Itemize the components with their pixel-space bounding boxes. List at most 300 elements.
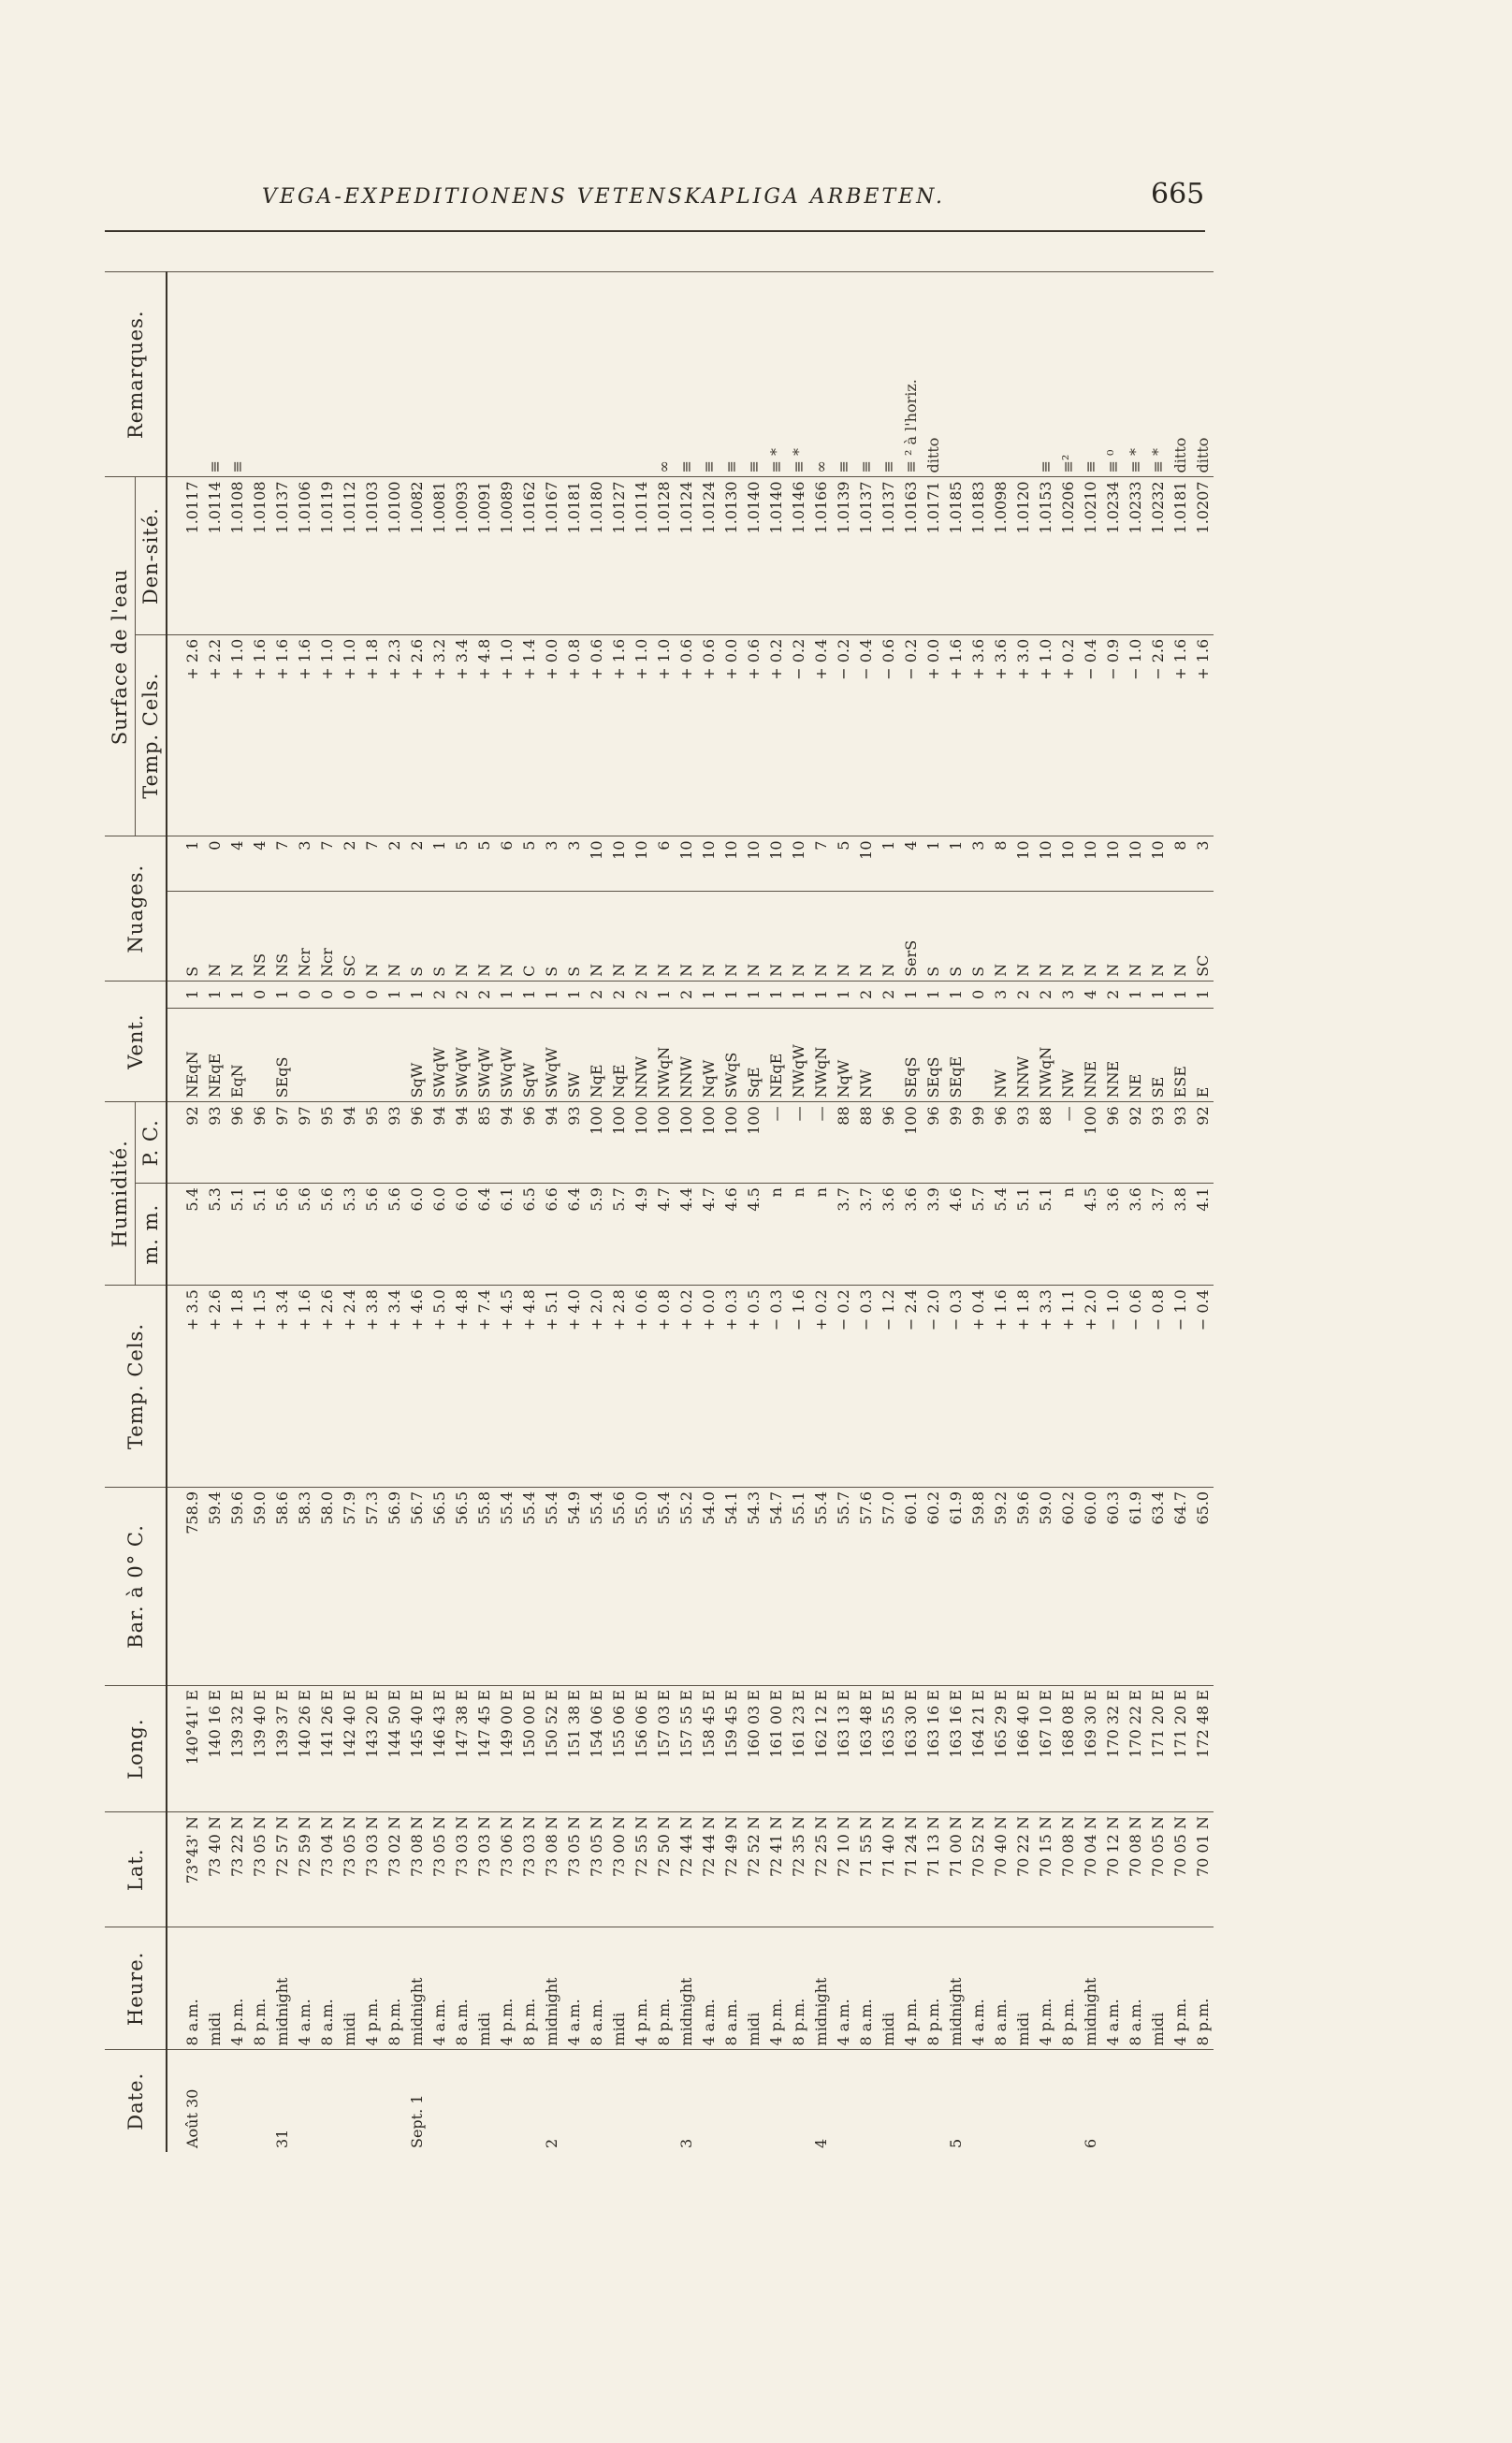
cell-rem — [1011, 272, 1034, 477]
cell-bar: 758.9 — [167, 1487, 203, 1685]
cell-bar: 60.1 — [899, 1487, 922, 1685]
cell-temp: − 1.0 — [1101, 1286, 1124, 1488]
cell-sd: 1.0103 — [360, 477, 383, 634]
cell-bar: 55.8 — [472, 1487, 495, 1685]
col-surface: Surface de l'eau — [105, 477, 136, 836]
cell-sd: 1.0106 — [293, 477, 315, 634]
cell-wf: 1 — [203, 981, 225, 1008]
cell-wdir: NqE — [585, 1008, 607, 1101]
cell-st: + 2.6 — [167, 634, 203, 836]
cell-hour: 8 a.m. — [315, 1927, 338, 2050]
cell-long: 140 16 E — [203, 1686, 225, 1812]
cell-wdir: NW — [854, 1008, 877, 1101]
cell-cn: 10 — [1146, 836, 1169, 892]
cell-hpc: 100 — [1079, 1102, 1101, 1184]
cell-hmm: 5.1 — [1011, 1184, 1034, 1286]
cell-long: 150 52 E — [540, 1686, 562, 1812]
cell-lat: 70 05 N — [1169, 1812, 1191, 1927]
cell-wf: 0 — [248, 981, 270, 1008]
cell-sd: 1.0162 — [517, 477, 540, 634]
cell-long: 143 20 E — [360, 1686, 383, 1812]
cell-rem: ≡ * — [764, 272, 787, 477]
cell-st: − 0.4 — [854, 634, 877, 836]
cell-bar: 55.2 — [675, 1487, 697, 1685]
cell-cl: N — [225, 892, 248, 982]
cell-cn: 5 — [517, 836, 540, 892]
cell-rem — [360, 272, 383, 477]
cell-sd: 1.0114 — [630, 477, 652, 634]
cell-date — [854, 2050, 877, 2152]
cell-hpc: 88 — [832, 1102, 854, 1184]
cell-hmm: 5.3 — [338, 1184, 360, 1286]
cell-lat: 70 08 N — [1124, 1812, 1146, 1927]
cell-rem: ≡² — [1056, 272, 1079, 477]
cell-temp: − 0.3 — [944, 1286, 967, 1488]
cell-cn: 10 — [1056, 836, 1079, 892]
cell-hmm: 5.4 — [167, 1184, 203, 1286]
cell-long: 165 29 E — [989, 1686, 1011, 1812]
cell-cl: N — [1034, 892, 1056, 982]
cell-long: 157 03 E — [652, 1686, 675, 1812]
cell-hour: 4 a.m. — [1101, 1927, 1124, 2050]
cell-date — [562, 2050, 585, 2152]
table-row — [1101, 272, 1124, 2153]
cell-sd: 1.0112 — [338, 477, 360, 634]
cell-temp: + 4.6 — [405, 1286, 428, 1488]
cell-hpc: 96 — [922, 1102, 944, 1184]
cell-hmm: 5.4 — [989, 1184, 1011, 1286]
table-body — [167, 272, 1214, 2153]
table-row — [675, 272, 697, 2153]
cell-wdir — [360, 1008, 383, 1101]
cell-hpc: 96 — [517, 1102, 540, 1184]
col-remarks: Remarques. — [105, 272, 167, 477]
cell-rem: ≡ * — [787, 272, 809, 477]
cell-rem — [472, 272, 495, 477]
cell-temp: + 2.6 — [203, 1286, 225, 1488]
cell-lat: 71 40 N — [877, 1812, 899, 1927]
cell-st: + 0.6 — [585, 634, 607, 836]
cell-lat: 72 10 N — [832, 1812, 854, 1927]
cell-lat: 71 00 N — [944, 1812, 967, 1927]
cell-wdir: SqW — [405, 1008, 428, 1101]
cell-lat: 73 03 N — [360, 1812, 383, 1927]
cell-wf: 2 — [1101, 981, 1124, 1008]
cell-date — [630, 2050, 652, 2152]
cell-st: − 1.0 — [1124, 634, 1146, 836]
cell-bar: 56.9 — [383, 1487, 405, 1685]
cell-cl: N — [383, 892, 405, 982]
cell-sd: 1.0082 — [405, 477, 428, 634]
cell-bar: 56.5 — [450, 1487, 472, 1685]
cell-date: Sept. 1 — [405, 2050, 428, 2152]
cell-cl: N — [1101, 892, 1124, 982]
cell-sd: 1.0207 — [1191, 477, 1214, 634]
cell-bar: 59.0 — [1034, 1487, 1056, 1685]
cell-date — [1191, 2050, 1214, 2152]
cell-hmm: 6.4 — [472, 1184, 495, 1286]
cell-wdir: SWqS — [720, 1008, 742, 1101]
cell-cn: 10 — [764, 836, 787, 892]
cell-temp: + 0.2 — [809, 1286, 832, 1488]
cell-long: 158 45 E — [697, 1686, 720, 1812]
cell-temp: − 0.8 — [1146, 1286, 1169, 1488]
cell-bar: 59.4 — [203, 1487, 225, 1685]
cell-lat: 72 52 N — [742, 1812, 764, 1927]
cell-rem — [270, 272, 293, 477]
cell-long: 155 06 E — [607, 1686, 630, 1812]
cell-lat: 73 22 N — [225, 1812, 248, 1927]
table-row — [742, 272, 764, 2153]
cell-temp: + 1.5 — [248, 1286, 270, 1488]
cell-sd: 1.0114 — [203, 477, 225, 634]
cell-wdir: SWqW — [450, 1008, 472, 1101]
cell-wdir: NEqE — [764, 1008, 787, 1101]
cell-temp: − 0.2 — [832, 1286, 854, 1488]
cell-hmm: 4.9 — [630, 1184, 652, 1286]
cell-st: + 1.6 — [293, 634, 315, 836]
cell-cn: 2 — [383, 836, 405, 892]
cell-wdir — [877, 1008, 899, 1101]
cell-hpc: 93 — [562, 1102, 585, 1184]
cell-hpc: 96 — [989, 1102, 1011, 1184]
cell-sd: 1.0127 — [607, 477, 630, 634]
cell-temp: + 0.0 — [697, 1286, 720, 1488]
cell-cn: 10 — [854, 836, 877, 892]
cell-st: + 0.0 — [922, 634, 944, 836]
cell-date — [720, 2050, 742, 2152]
cell-cn: 10 — [607, 836, 630, 892]
cell-rem — [338, 272, 360, 477]
cell-hmm: 6.6 — [540, 1184, 562, 1286]
cell-sd: 1.0137 — [270, 477, 293, 634]
cell-wf: 1 — [697, 981, 720, 1008]
cell-hmm: n — [764, 1184, 787, 1286]
cell-rem — [293, 272, 315, 477]
cell-date — [877, 2050, 899, 2152]
cell-hpc: 99 — [944, 1102, 967, 1184]
cell-hmm: 4.5 — [742, 1184, 764, 1286]
cell-lat: 72 57 N — [270, 1812, 293, 1927]
cell-cl: N — [720, 892, 742, 982]
cell-wf: 2 — [428, 981, 450, 1008]
cell-bar: 55.7 — [832, 1487, 854, 1685]
cell-lat: 70 22 N — [1011, 1812, 1034, 1927]
cell-lat: 73 05 N — [428, 1812, 450, 1927]
cell-sd: 1.0119 — [315, 477, 338, 634]
cell-bar: 54.0 — [697, 1487, 720, 1685]
cell-wdir: NNE — [1079, 1008, 1101, 1101]
cell-temp: + 0.5 — [742, 1286, 764, 1488]
cell-st: + 1.8 — [360, 634, 383, 836]
cell-temp: + 2.8 — [607, 1286, 630, 1488]
cell-hmm: 5.6 — [315, 1184, 338, 1286]
cell-temp: + 0.2 — [675, 1286, 697, 1488]
cell-hour: 4 p.m. — [1169, 1927, 1191, 2050]
cell-rem — [517, 272, 540, 477]
cell-sd: 1.0181 — [1169, 477, 1191, 634]
cell-hpc: — — [809, 1102, 832, 1184]
cell-long: 172 48 E — [1191, 1686, 1214, 1812]
cell-wdir: SEqS — [899, 1008, 922, 1101]
cell-bar: 57.3 — [360, 1487, 383, 1685]
cell-hmm: n — [787, 1184, 809, 1286]
cell-hour: 8 p.m. — [922, 1927, 944, 2050]
cell-long: 163 30 E — [899, 1686, 922, 1812]
cell-hour: 4 p.m. — [899, 1927, 922, 2050]
cell-wdir: NNE — [1101, 1008, 1124, 1101]
cell-sd: 1.0081 — [428, 477, 450, 634]
cell-wdir — [967, 1008, 989, 1101]
cell-rem — [944, 272, 967, 477]
table-row — [1169, 272, 1191, 2153]
cell-st: + 0.6 — [742, 634, 764, 836]
cell-cl: N — [989, 892, 1011, 982]
cell-temp: + 5.0 — [428, 1286, 450, 1488]
cell-st: + 1.6 — [944, 634, 967, 836]
cell-wf: 1 — [742, 981, 764, 1008]
cell-long: 139 37 E — [270, 1686, 293, 1812]
cell-hour: 4 p.m. — [764, 1927, 787, 2050]
cell-hpc: 94 — [338, 1102, 360, 1184]
cell-wdir: NWqN — [652, 1008, 675, 1101]
cell-wdir: NqW — [832, 1008, 854, 1101]
table-row — [360, 272, 383, 2153]
cell-wf: 0 — [315, 981, 338, 1008]
cell-hpc: 100 — [720, 1102, 742, 1184]
cell-st: + 3.6 — [989, 634, 1011, 836]
cell-hpc: 88 — [1034, 1102, 1056, 1184]
cell-cl: Ncr — [315, 892, 338, 982]
cell-cl: SerS — [899, 892, 922, 982]
cell-sd: 1.0163 — [899, 477, 922, 634]
cell-hpc: 96 — [405, 1102, 428, 1184]
cell-wdir: NNW — [1011, 1008, 1034, 1101]
cell-hpc: 96 — [225, 1102, 248, 1184]
table-row — [967, 272, 989, 2153]
cell-wdir — [248, 1008, 270, 1101]
cell-wf: 0 — [360, 981, 383, 1008]
cell-date — [517, 2050, 540, 2152]
table-row — [1011, 272, 1034, 2153]
cell-sd: 1.0140 — [742, 477, 764, 634]
cell-st: + 2.3 — [383, 634, 405, 836]
cell-wdir — [315, 1008, 338, 1101]
cell-hour: 4 a.m. — [562, 1927, 585, 2050]
cell-date — [922, 2050, 944, 2152]
cell-bar: 58.6 — [270, 1487, 293, 1685]
cell-st: + 3.4 — [450, 634, 472, 836]
cell-st: − 2.6 — [1146, 634, 1169, 836]
cell-cl: S — [562, 892, 585, 982]
cell-wf: 1 — [944, 981, 967, 1008]
cell-wdir: NWqN — [1034, 1008, 1056, 1101]
cell-lat: 73°43' N — [167, 1812, 203, 1927]
cell-temp: + 5.1 — [540, 1286, 562, 1488]
cell-rem: ≡ ⁰ — [1101, 272, 1124, 477]
cell-temp: + 3.3 — [1034, 1286, 1056, 1488]
cell-cn: 10 — [1124, 836, 1146, 892]
cell-date — [315, 2050, 338, 2152]
cell-sd: 1.0139 — [832, 477, 854, 634]
cell-st: + 1.0 — [630, 634, 652, 836]
cell-hpc: 99 — [967, 1102, 989, 1184]
cell-lat: 72 49 N — [720, 1812, 742, 1927]
table-row — [832, 272, 854, 2153]
cell-cl: N — [495, 892, 517, 982]
col-hour: Heure. — [105, 1927, 167, 2050]
cell-hmm: 5.1 — [1034, 1184, 1056, 1286]
cell-long: 168 08 E — [1056, 1686, 1079, 1812]
table-row — [338, 272, 360, 2153]
cell-date: 6 — [1079, 2050, 1101, 2152]
cell-st: + 3.6 — [967, 634, 989, 836]
cell-hpc: 100 — [607, 1102, 630, 1184]
cell-hpc: 94 — [495, 1102, 517, 1184]
cell-hour: 8 a.m. — [585, 1927, 607, 2050]
cell-cl: S — [922, 892, 944, 982]
cell-wf: 2 — [607, 981, 630, 1008]
cell-hpc: 100 — [899, 1102, 922, 1184]
cell-lat: 73 02 N — [383, 1812, 405, 1927]
cell-date — [203, 2050, 225, 2152]
cell-bar: 65.0 — [1191, 1487, 1214, 1685]
cell-rem: ≡ — [697, 272, 720, 477]
cell-temp: + 2.0 — [1079, 1286, 1101, 1488]
cell-rem — [562, 272, 585, 477]
cell-cn: 10 — [1079, 836, 1101, 892]
cell-cn: 3 — [540, 836, 562, 892]
cell-bar: 55.4 — [540, 1487, 562, 1685]
cell-hpc: — — [787, 1102, 809, 1184]
cell-bar: 58.3 — [293, 1487, 315, 1685]
cell-lat: 72 50 N — [652, 1812, 675, 1927]
cell-hpc: 97 — [293, 1102, 315, 1184]
cell-cn: 4 — [899, 836, 922, 892]
cell-date — [899, 2050, 922, 2152]
cell-temp: + 4.5 — [495, 1286, 517, 1488]
cell-wf: 1 — [787, 981, 809, 1008]
cell-wf: 1 — [517, 981, 540, 1008]
cell-sd: 1.0166 — [809, 477, 832, 634]
cell-cn: 5 — [472, 836, 495, 892]
cell-lat: 70 05 N — [1146, 1812, 1169, 1927]
cell-hour: 4 a.m. — [293, 1927, 315, 2050]
cell-date — [383, 2050, 405, 2152]
cell-long: 167 10 E — [1034, 1686, 1056, 1812]
cell-temp: + 4.8 — [450, 1286, 472, 1488]
cell-st: − 0.9 — [1101, 634, 1124, 836]
cell-st: − 0.2 — [832, 634, 854, 836]
cell-wdir: NEqE — [203, 1008, 225, 1101]
cell-sd: 1.0233 — [1124, 477, 1146, 634]
col-bar: Bar. à 0° C. — [105, 1487, 167, 1685]
cell-hour: midnight — [540, 1927, 562, 2050]
cell-date: 4 — [809, 2050, 832, 2152]
cell-wf: 1 — [652, 981, 675, 1008]
cell-temp: + 3.5 — [167, 1286, 203, 1488]
cell-wf: 1 — [562, 981, 585, 1008]
cell-wf: 1 — [720, 981, 742, 1008]
cell-wdir: SWqW — [428, 1008, 450, 1101]
table-row — [764, 272, 787, 2153]
cell-wf: 1 — [167, 981, 203, 1008]
cell-temp: + 1.6 — [293, 1286, 315, 1488]
cell-cl: S — [967, 892, 989, 982]
table-row — [877, 272, 899, 2153]
cell-cn: 7 — [270, 836, 293, 892]
cell-cl: N — [809, 892, 832, 982]
cell-hmm: 3.6 — [899, 1184, 922, 1286]
header-rule — [105, 230, 1205, 232]
cell-cn: 10 — [1101, 836, 1124, 892]
cell-lat: 73 05 N — [338, 1812, 360, 1927]
cell-cn: 8 — [989, 836, 1011, 892]
cell-hour: midnight — [675, 1927, 697, 2050]
cell-cl: N — [472, 892, 495, 982]
cell-hour: 4 a.m. — [832, 1927, 854, 2050]
cell-date — [585, 2050, 607, 2152]
cell-cn: 3 — [967, 836, 989, 892]
cell-long: 161 23 E — [787, 1686, 809, 1812]
cell-sd: 1.0091 — [472, 477, 495, 634]
cell-rem: ditto — [1191, 272, 1214, 477]
cell-temp: + 1.6 — [989, 1286, 1011, 1488]
cell-date — [607, 2050, 630, 2152]
cell-hour: 4 a.m. — [697, 1927, 720, 2050]
cell-long: 156 06 E — [630, 1686, 652, 1812]
cell-hour: midnight — [1079, 1927, 1101, 2050]
cell-cn: 4 — [248, 836, 270, 892]
cell-st: + 1.6 — [270, 634, 293, 836]
cell-sd: 1.0234 — [1101, 477, 1124, 634]
cell-cl: NS — [270, 892, 293, 982]
cell-hour: 8 p.m. — [383, 1927, 405, 2050]
cell-rem: ditto — [1169, 272, 1191, 477]
cell-hour: midnight — [944, 1927, 967, 2050]
cell-st: + 3.2 — [428, 634, 450, 836]
cell-wdir: SWqW — [540, 1008, 562, 1101]
cell-hpc: 97 — [270, 1102, 293, 1184]
cell-st: − 0.4 — [1079, 634, 1101, 836]
cell-wdir: E — [1191, 1008, 1214, 1101]
cell-wdir: SEqE — [944, 1008, 967, 1101]
cell-wdir: SEqS — [270, 1008, 293, 1101]
cell-date — [225, 2050, 248, 2152]
cell-cn: 4 — [225, 836, 248, 892]
cell-date: Août 30 — [167, 2050, 203, 2152]
cell-cl: S — [540, 892, 562, 982]
cell-long: 154 06 E — [585, 1686, 607, 1812]
table-row — [899, 272, 922, 2153]
cell-cn: 2 — [338, 836, 360, 892]
cell-date — [967, 2050, 989, 2152]
cell-wdir — [338, 1008, 360, 1101]
cell-long: 166 40 E — [1011, 1686, 1034, 1812]
cell-wdir: NEqN — [167, 1008, 203, 1101]
table-row — [1146, 272, 1169, 2153]
cell-sd: 1.0146 — [787, 477, 809, 634]
cell-cn: 3 — [1191, 836, 1214, 892]
cell-date — [472, 2050, 495, 2152]
cell-wf: 2 — [1011, 981, 1034, 1008]
cell-cl: N — [1079, 892, 1101, 982]
cell-hpc: 96 — [1101, 1102, 1124, 1184]
cell-date — [787, 2050, 809, 2152]
cell-st: + 0.6 — [697, 634, 720, 836]
col-wind: Vent. — [105, 981, 167, 1101]
cell-long: 163 48 E — [854, 1686, 877, 1812]
